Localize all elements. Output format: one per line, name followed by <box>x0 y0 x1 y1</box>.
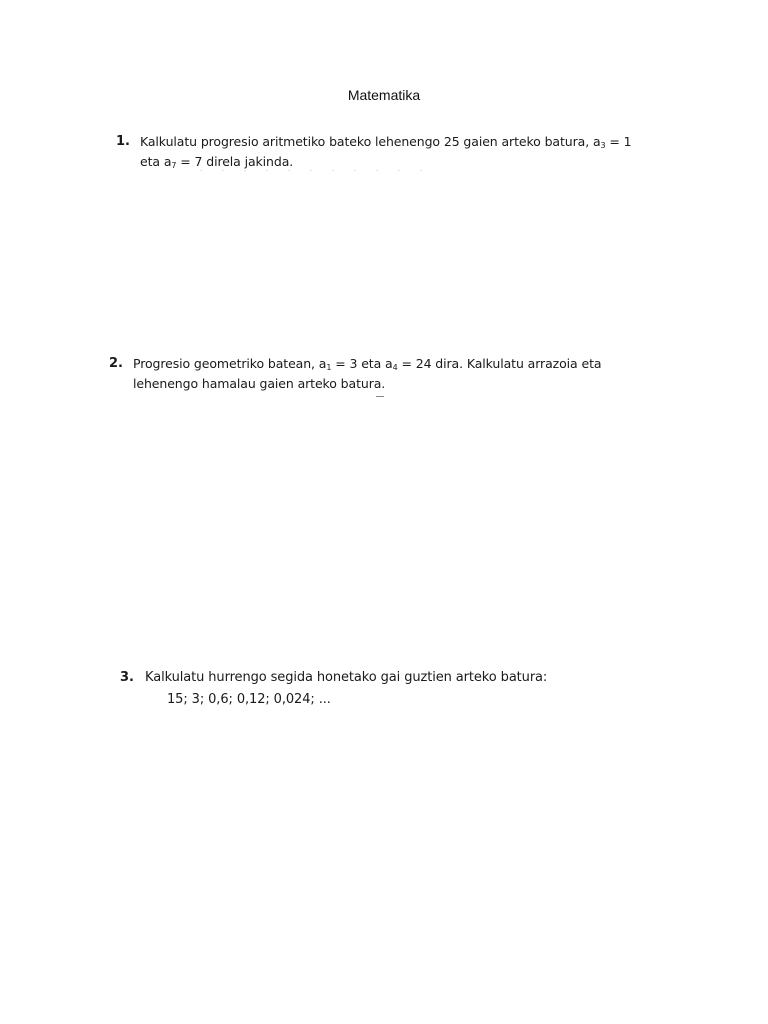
problem-line <box>140 154 632 174</box>
text-segment: = 3 eta a <box>331 356 393 371</box>
subscript: 7 <box>171 161 177 170</box>
problem-3 <box>120 667 547 711</box>
subscript: 3 <box>600 141 606 150</box>
text-segment: = 7 direla jakinda. <box>176 154 294 169</box>
problem-line <box>133 356 601 376</box>
page-title: Matematika <box>347 87 421 103</box>
problem-number: 1. <box>116 134 130 149</box>
sequence-line: 15; 3; 0,6; 0,12; 0,024; ... <box>167 692 331 707</box>
problem-text <box>109 356 601 392</box>
problem-text <box>120 667 547 711</box>
faint-dotted-artifact <box>200 170 440 171</box>
subscript: 4 <box>392 363 398 372</box>
stray-dash-mark <box>376 396 384 397</box>
subscript: 1 <box>326 363 332 372</box>
text-segment: = 1 <box>605 134 632 149</box>
problem-2 <box>109 356 601 392</box>
problem-line: lehenengo hamalau gaien arteko batura. <box>133 376 386 391</box>
text-segment: eta a <box>140 154 172 169</box>
problem-line: Kalkulatu hurrengo segida honetako gai guztien arteko batura: <box>145 670 548 685</box>
text-segment: Progresio geometriko batean, a <box>133 356 327 371</box>
problem-line <box>140 134 632 154</box>
problem-text <box>116 134 632 174</box>
text-segment: = 24 dira. Kalkulatu arrazoia eta <box>397 356 602 371</box>
problem-number: 3. <box>120 670 134 685</box>
text-segment: Kalkulatu progresio aritmetiko bateko lehenengo 25 gaien arteko batura, a <box>140 134 601 149</box>
problem-number: 2. <box>109 356 123 371</box>
problem-1 <box>116 134 632 174</box>
